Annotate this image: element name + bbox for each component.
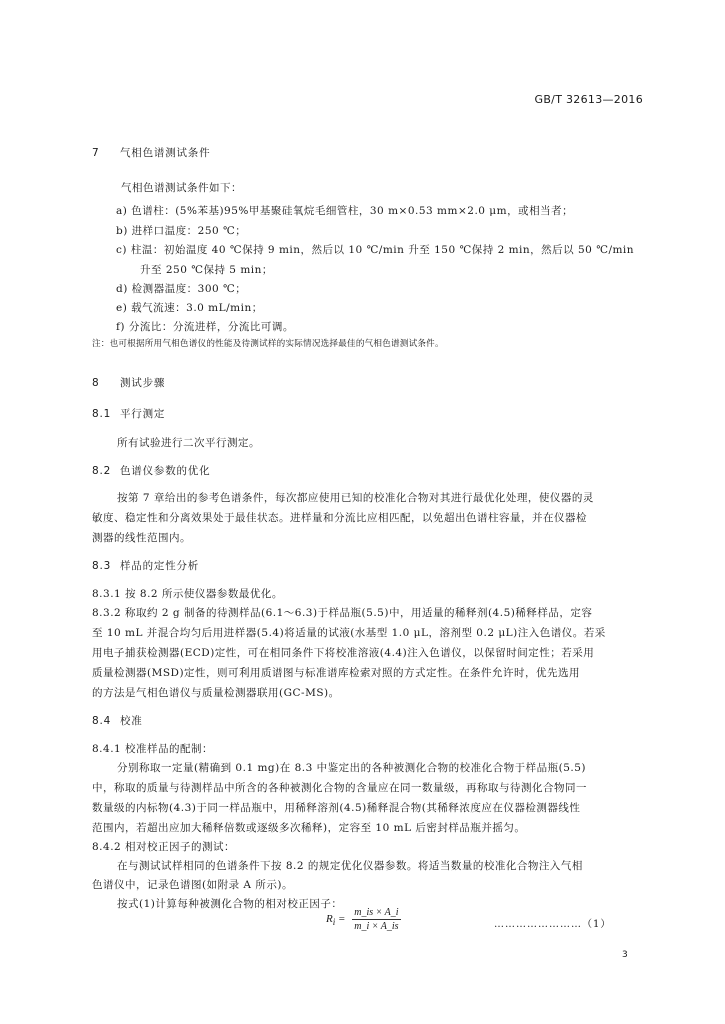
paragraph-line: 的方法是气相色谱仪与质量检测器联用(GC-MS)。 (92, 687, 340, 699)
page-number: 3 (622, 950, 628, 960)
list-item: f) 分流比：分流进样，分流比可调。 (116, 321, 294, 333)
paragraph-line: 质量检测器(MSD)定性，则可利用质谱图与标准谱库检索对照的方式定性。在条件允许时，优先选用 (92, 667, 581, 679)
standard-code: GB/T 32613—2016 (534, 93, 643, 106)
paragraph-line: 范围内，若超出应加大稀释倍数或逐级多次稀释)，定容至 10 mL 后密封样品瓶并摇匀。 (92, 822, 526, 834)
list-item: b) 进样口温度：250 ℃； (116, 225, 247, 237)
section-8-2-heading (92, 463, 210, 478)
formula-denominator: m_i × A_is (354, 921, 399, 932)
formula-lhs: R (326, 913, 333, 926)
section-number: 7 (92, 147, 100, 159)
paragraph-line: 数量级的内标物(4.3)于同一样品瓶中，用稀释溶剂(4.5)稀释混合物(其稀释浓度应在仪器检测器线性 (92, 802, 581, 814)
section-7-heading (92, 145, 210, 160)
paragraph-line: 测器的线性范围内。 (92, 532, 191, 544)
paragraph-line: 敏度、稳定性和分离效果处于最佳状态。进样量和分流比应相匹配，以免超出色谱柱容量，并在仪器检 (92, 512, 587, 524)
section-8-3-heading (92, 558, 199, 573)
list-item: e) 载气流速：3.0 mL/min； (116, 302, 263, 314)
paragraph: 气相色谱测试条件如下： (121, 182, 242, 194)
formula-1 (326, 907, 401, 932)
equation-number: ……………………（1） (494, 919, 612, 930)
section-title: 校准 (120, 715, 143, 727)
paragraph: 所有试验进行二次平行测定。 (117, 437, 260, 449)
section-number: 8.4 (92, 715, 112, 727)
section-number: 8.1 (92, 408, 112, 420)
paragraph-line: 8.3.2 称取约 2 g 制备的待测样品(6.1～6.3)于样品瓶(5.5)中，用适量的稀释剂(4.5)稀释样品，定容 (92, 607, 593, 619)
section-8-heading (92, 375, 165, 390)
section-title: 样品的定性分析 (120, 560, 200, 572)
paragraph-line: 用电子捕获检测器(ECD)定性，可在相同条件下将校准溶液(4.4)注入色谱仪，以保留时间定性；若采用 (92, 647, 595, 659)
list-item: c) 柱温：初始温度 40 ℃保持 9 min，然后以 10 ℃/min 升至 150 ℃保持 2 min，然后以 50 ℃/min (116, 244, 635, 256)
list-item-continuation: 升至 250 ℃保持 5 min； (140, 264, 273, 276)
formula-equals: = (335, 913, 349, 926)
section-title: 气相色谱测试条件 (120, 147, 211, 159)
section-title: 色谱仪参数的优化 (120, 465, 211, 477)
section-8-1-heading (92, 406, 165, 421)
paragraph-line: 分别称取一定量(精确到 0.1 mg)在 8.3 中鉴定出的各种被测化合物的校准化合物于样品瓶(5.5) (117, 762, 587, 774)
list-item: a) 色谱柱：(5%苯基)95%甲基聚硅氧烷毛细管柱，30 m×0.53 mm×2.0 μm，或相当者； (116, 205, 574, 217)
paragraph: 8.3.1 按 8.2 所示使仪器参数最优化。 (92, 588, 283, 600)
section-number: 8 (92, 377, 100, 389)
section-title: 平行测定 (120, 408, 166, 420)
paragraph-line: 色谱仪中，记录色谱图(如附录 A 所示)。 (92, 879, 293, 891)
paragraph: 8.4.2 相对校正因子的测试： (92, 841, 236, 853)
paragraph: 8.4.1 校准样品的配制： (92, 743, 214, 755)
formula-lhs-subscript: i (332, 917, 336, 928)
paragraph-line: 中，称取的质量与待测样品中所含的各种被测化合物的含量应在同一数量级，再称取与待测化合物同一 (92, 782, 587, 794)
formula-numerator: m_is × A_i (354, 907, 399, 918)
section-number: 8.3 (92, 560, 112, 572)
section-title: 测试步骤 (120, 377, 166, 389)
section-number: 8.2 (92, 465, 112, 477)
formula-fraction (352, 907, 400, 932)
list-item: d) 检测器温度：300 ℃； (116, 283, 247, 295)
paragraph-line: 至 10 mL 并混合均匀后用进样器(5.4)将适量的试液(水基型 1.0 μL，溶剂型 0.2 μL)注入色谱仪。若采 (92, 627, 606, 639)
section-8-4-heading (92, 713, 143, 728)
paragraph-line: 按第 7 章给出的参考色谱条件，每次都应使用已知的校准化合物对其进行最优化处理，使仪器的灵 (117, 492, 594, 504)
paragraph-line: 在与测试试样相同的色谱条件下按 8.2 的规定优化仪器参数。将适当数量的校准化合物注入气相 (117, 860, 583, 872)
note: 注：也可根据所用气相色谱仪的性能及待测试样的实际情况选择最佳的气相色谱测试条件。 (92, 339, 444, 349)
paragraph-line: 按式(1)计算每种被测化合物的相对校正因子： (117, 898, 343, 910)
